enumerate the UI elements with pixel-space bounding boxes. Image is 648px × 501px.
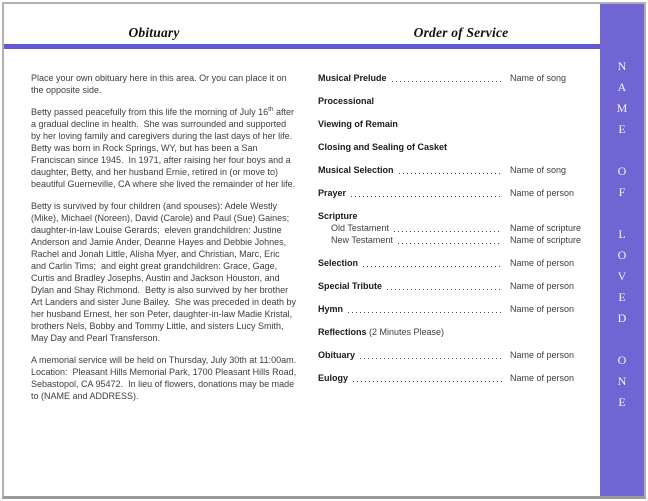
obituary-paragraph: A memorial service will be held on Thursday, July 30th at 11:00am. Location: Pleasant Hills Memorial Park, 1700 Pleasant Hills Road, Sebastopol, CA 95472. In lieu of flowers, donations may be made to (NAME and ADDRESS).: [31, 355, 302, 401]
dotted-leader: [398, 243, 502, 244]
service-item-label: Reflections: [318, 327, 367, 337]
service-item-value: Name of song: [510, 165, 567, 175]
obituary-paragraph: Betty passed peacefully from this life the morning of July 16th after a gradual decline in health. She was surrounded and supported by her loving family and caregivers during the last days of her life. Betty was born in Rock Springs, WY, but has been a San Franciscan since 1945. In 1971, after raising her four boys and a daughter, Betty, and her husband Ernie, retired in (or move to) beautiful Guerneville, CA where she lived the remainder of her life.: [31, 106, 298, 189]
service-item-value: Name of person: [510, 304, 575, 314]
service-item-label: Viewing of Remain: [318, 119, 398, 129]
dotted-leader: [351, 196, 502, 197]
sidebar-word: [617, 350, 628, 413]
sidebar-letter: D: [617, 311, 627, 325]
sidebar-word: [617, 161, 628, 203]
service-item: [318, 373, 586, 384]
service-item: [318, 73, 586, 84]
order-of-service-header-cell: [304, 4, 600, 44]
service-item-value: Name of person: [510, 188, 575, 198]
sidebar-letter: F: [618, 185, 626, 199]
service-item-label: Closing and Sealing of Casket: [318, 142, 448, 152]
sidebar-word: [617, 56, 628, 140]
service-item-label: Scripture: [318, 211, 358, 221]
service-item: [318, 223, 586, 234]
dotted-leader: [360, 358, 502, 359]
order-of-service-list: [318, 73, 586, 384]
dotted-leader: [392, 81, 502, 82]
obituary-paragraph: Place your own obituary here in this area. Or you can place it on the opposite side.: [31, 73, 290, 95]
order-of-service-title: Order of Service: [413, 25, 509, 40]
service-item-label: Old Testament: [331, 223, 389, 233]
service-item-label: Musical Selection: [318, 165, 394, 175]
service-item: [318, 188, 586, 199]
sidebar-word: [617, 224, 628, 329]
dotted-leader: [399, 173, 502, 174]
service-item-label: Prayer: [318, 188, 347, 198]
dotted-leader: [394, 231, 502, 232]
service-item: [318, 350, 586, 361]
sidebar-letter: E: [618, 122, 626, 136]
service-item: [318, 304, 586, 315]
service-item-value: Name of person: [510, 373, 575, 383]
sidebar-band: [600, 4, 644, 496]
service-item-value: Name of person: [510, 281, 575, 291]
service-item-note: (2 Minutes Please): [366, 327, 445, 337]
service-item: [318, 165, 586, 176]
sidebar-letter: L: [618, 227, 626, 241]
obituary-paragraph: Betty is survived by four children (and spouses): Adele Westly (Mike), Michael (Noreen), David (Carole) and Paul (Sue) Gaines; daughter-in-law Louise Gerards; eleven grandchildren: Justine Anderson and Jamie Ander, Deanne Hayes and Debbie Johnes, Rachel and Jonah Little, Alisha Myer, and Christian, Marc, Eric and Carlin Tims; and eight great grandchildren: Grace, Gage, Curtis and Bradley Josephs, Austin and Jackson Houston, and Dylan and Shay Richmond. Betty is also survived by her brother Art Landers and sister June Bailey. She was preceded in death by her husband Ernest, her son Peter, daughter-in-law Madie Kristal, brothers Nels, Bobby and Tommy Little, and sisters Lucy Smith, May Day and Pearl Transferson.: [31, 201, 299, 343]
sidebar-letter: M: [616, 101, 628, 115]
service-item: [318, 235, 586, 246]
service-item-value: Name of scripture: [510, 223, 582, 233]
service-item-value: Name of person: [510, 258, 575, 268]
service-item: [318, 142, 586, 153]
sidebar-letter: V: [617, 269, 627, 283]
sidebar-letter: E: [618, 395, 626, 409]
obituary-header-cell: [4, 4, 304, 44]
dotted-leader: [363, 266, 502, 267]
header: [4, 4, 600, 44]
service-item: [318, 281, 586, 292]
sidebar-letter: O: [617, 164, 627, 178]
sidebar-letter: N: [617, 59, 627, 73]
service-item-label: Processional: [318, 96, 375, 106]
service-item-value: Name of scripture: [510, 235, 582, 245]
service-item: [318, 96, 586, 107]
service-item: [318, 258, 586, 269]
sidebar-letter: O: [617, 353, 627, 367]
service-item-label: Special Tribute: [318, 281, 383, 291]
service-item: [318, 211, 586, 222]
service-item: [318, 327, 586, 338]
service-item-label: Eulogy: [318, 373, 349, 383]
program-page: [2, 2, 646, 499]
service-item-label: Musical Prelude: [318, 73, 387, 83]
service-item-label: Hymn: [318, 304, 344, 314]
sidebar-letter: N: [617, 374, 627, 388]
obituary-title: Obituary: [128, 25, 180, 40]
service-item: [318, 119, 586, 130]
dotted-leader: [353, 381, 502, 382]
sidebar-letter: E: [618, 290, 626, 304]
dotted-leader: [387, 289, 502, 290]
obituary-text: [31, 72, 302, 412]
sidebar-letter: A: [617, 80, 627, 94]
service-item-label: Obituary: [318, 350, 356, 360]
header-divider-rule: [4, 44, 600, 49]
service-item-label: New Testament: [331, 235, 393, 245]
service-item-value: Name of person: [510, 350, 575, 360]
service-item-label: Selection: [318, 258, 359, 268]
sidebar-letter: O: [617, 248, 627, 262]
service-item-value: Name of song: [510, 73, 567, 83]
dotted-leader: [348, 312, 502, 313]
sidebar-title: [617, 56, 628, 434]
